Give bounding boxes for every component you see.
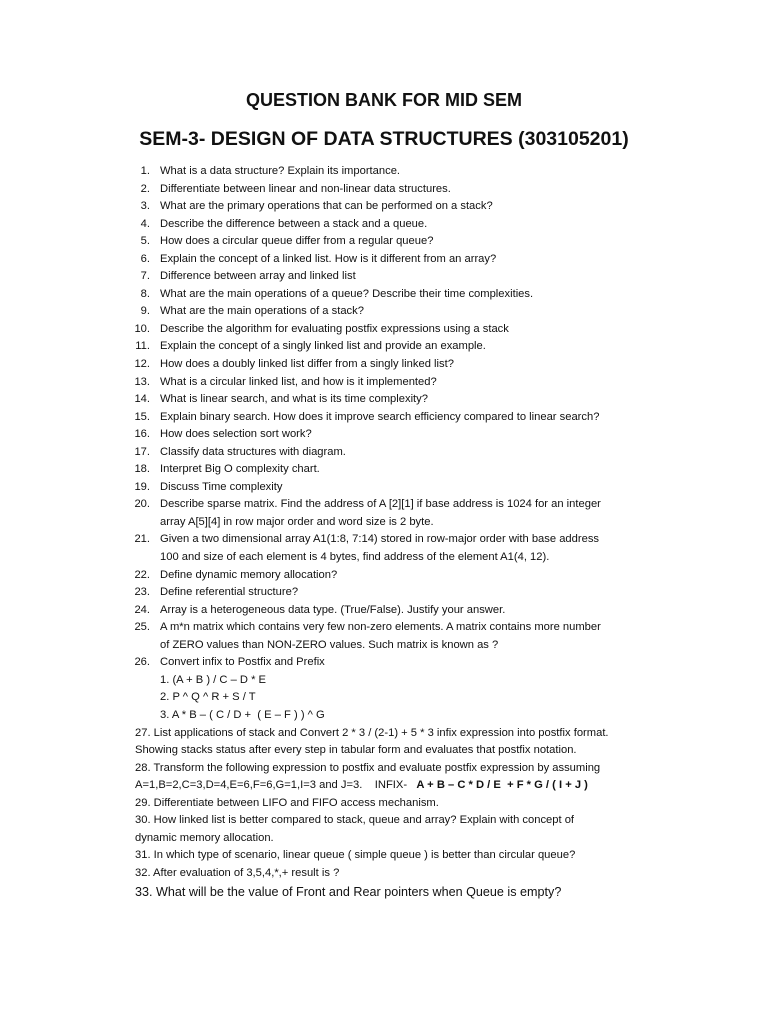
question-item <box>0 216 768 234</box>
question-text: Define dynamic memory allocation? <box>160 568 338 581</box>
q28-variables: A=1,B=2,C=3,D=4,E=6,F=6,G=1,I=3 and J=3. INFIX- <box>135 779 417 792</box>
question-number: 13. <box>134 375 150 388</box>
question-text-continued: 100 and size of each element is 4 bytes, find address of the element A1(4, 12). <box>160 551 550 564</box>
q33-body: . What will be the value of Front and Rear pointers when Queue is empty? <box>149 885 562 900</box>
q27-text-1: 27. List applications of stack and Convert 2 * 3 / (2-1) + 5 * 3 infix expression into postfix format. <box>135 726 609 739</box>
question-number: 8. <box>140 287 150 300</box>
question-text: Array is a heterogeneous data type. (True/False). Justify your answer. <box>160 603 506 616</box>
question-text: Differentiate between linear and non-linear data structures. <box>160 182 451 195</box>
question-text: Convert infix to Postfix and Prefix <box>160 656 325 669</box>
q33-number: 33 <box>135 885 150 900</box>
question-number: 25. <box>134 621 150 634</box>
question-number: 9. <box>140 305 150 318</box>
q30-text-2: dynamic memory allocation. <box>135 831 274 844</box>
question-number: 18. <box>134 463 150 476</box>
question-text: What is a data structure? Explain its importance. <box>160 165 401 177</box>
question-item <box>0 584 768 602</box>
question-text: What are the main operations of a queue? Describe their time complexities. <box>160 287 534 300</box>
question-text: Given a two dimensional array A1(1:8, 7:14) stored in row-major order with base address <box>160 533 600 546</box>
q28-infix-expression: A + B – C * D / E + F * G / ( I + J ) <box>416 779 588 792</box>
question-item <box>0 409 768 427</box>
question-item <box>0 321 768 339</box>
question-28-line-1 <box>0 760 768 778</box>
question-item <box>0 461 768 479</box>
question-33 <box>0 882 768 902</box>
question-number: 7. <box>140 270 150 283</box>
question-item <box>0 619 768 637</box>
question-item <box>0 374 768 392</box>
question-27-line-1 <box>0 725 768 743</box>
question-item <box>0 391 768 409</box>
question-number: 15. <box>134 410 150 423</box>
question-item <box>0 303 768 321</box>
q28-text-2 <box>135 777 588 795</box>
sub-expression <box>0 707 768 725</box>
question-text: Interpret Big O complexity chart. <box>160 463 320 476</box>
question-item <box>0 233 768 251</box>
question-number: 22. <box>134 568 150 581</box>
question-item <box>0 338 768 356</box>
question-number: 1. <box>140 165 150 177</box>
question-text: Explain binary search. How does it improve search efficiency compared to linear search? <box>160 410 600 423</box>
question-30-line-1 <box>0 812 768 830</box>
question-continuation <box>0 637 768 655</box>
question-item <box>0 198 768 216</box>
question-continuation <box>0 514 768 532</box>
question-text: Define referential structure? <box>160 586 299 599</box>
question-number: 20. <box>134 498 150 511</box>
q32-text: 32. After evaluation of 3,5,4,*,+ result is ? <box>135 866 340 879</box>
question-number: 21. <box>134 533 150 546</box>
question-text: Describe sparse matrix. Find the address of A [2][1] if base address is 1024 for an integer <box>160 498 601 511</box>
question-item <box>0 251 768 269</box>
sub-expression <box>0 689 768 707</box>
question-item <box>0 181 768 199</box>
question-item <box>0 479 768 497</box>
question-number: 12. <box>134 358 150 371</box>
question-item <box>0 496 768 514</box>
question-item <box>0 426 768 444</box>
question-number: 24. <box>134 603 150 616</box>
sub-expression-text: 3. A * B – ( C / D + ( E – F ) ) ^ G <box>160 708 325 721</box>
numbered-questions <box>0 163 768 725</box>
q29-text: 29. Differentiate between LIFO and FIFO access mechanism. <box>135 796 439 809</box>
question-item <box>0 602 768 620</box>
question-item <box>0 531 768 549</box>
question-text: How does a circular queue differ from a regular queue? <box>160 235 434 248</box>
question-number: 5. <box>140 235 150 248</box>
question-text: What is linear search, and what is its time complexity? <box>160 393 428 406</box>
question-text: A m*n matrix which contains very few non-zero elements. A matrix contains more number <box>160 621 601 634</box>
question-number: 3. <box>140 200 150 213</box>
question-32 <box>0 865 768 883</box>
question-item <box>0 654 768 672</box>
question-text: Describe the algorithm for evaluating postfix expressions using a stack <box>160 322 509 335</box>
question-text: Difference between array and linked list <box>160 270 356 283</box>
question-number: 23. <box>134 586 150 599</box>
question-item <box>0 286 768 304</box>
question-list <box>0 163 768 902</box>
question-text: What is a circular linked list, and how is it implemented? <box>160 375 437 388</box>
question-number: 6. <box>140 252 150 265</box>
question-number: 17. <box>134 445 150 458</box>
question-text: Discuss Time complexity <box>160 480 283 493</box>
question-28-line-2 <box>0 777 768 795</box>
question-text: Explain the concept of a linked list. How is it different from an array? <box>160 252 497 265</box>
course-subtitle: SEM-3- DESIGN OF DATA STRUCTURES (303105201) <box>139 128 629 150</box>
question-text: What are the primary operations that can be performed on a stack? <box>160 200 493 213</box>
question-item <box>0 444 768 462</box>
question-continuation <box>0 549 768 567</box>
sub-expression-text: 1. (A + B ) / C – D * E <box>160 673 267 686</box>
question-item <box>0 567 768 585</box>
question-text-continued: array A[5][4] in row major order and word size is 2 byte. <box>160 515 434 528</box>
question-number: 2. <box>140 182 150 195</box>
question-text: How does a doubly linked list differ from a singly linked list? <box>160 358 454 371</box>
question-item <box>0 268 768 286</box>
q31-text: 31. In which type of scenario, linear queue ( simple queue ) is better than circular queue? <box>135 849 576 862</box>
question-number: 10. <box>134 322 150 335</box>
question-number: 14. <box>134 393 150 406</box>
question-31 <box>0 847 768 865</box>
question-30-line-2 <box>0 830 768 848</box>
sub-expression-text: 2. P ^ Q ^ R + S / T <box>160 691 256 704</box>
question-number: 16. <box>134 428 150 441</box>
question-item <box>0 356 768 374</box>
q30-text-1: 30. How linked list is better compared to stack, queue and array? Explain with concept of <box>135 814 575 827</box>
question-number: 4. <box>140 217 150 230</box>
question-number: 26. <box>134 656 150 669</box>
question-text: Describe the difference between a stack and a queue. <box>160 217 428 230</box>
q33-text <box>135 882 561 902</box>
question-27-line-2 <box>0 742 768 760</box>
sub-expression <box>0 672 768 690</box>
question-number: 19. <box>134 480 150 493</box>
question-29 <box>0 795 768 813</box>
page-title: QUESTION BANK FOR MID SEM <box>245 90 522 110</box>
question-text: How does selection sort work? <box>160 428 312 441</box>
question-text: What are the main operations of a stack? <box>160 305 364 318</box>
question-number: 11. <box>135 340 150 353</box>
question-text: Classify data structures with diagram. <box>160 445 346 458</box>
question-text-continued: of ZERO values than NON-ZERO values. Such matrix is known as ? <box>160 638 499 651</box>
q27-text-2: Showing stacks status after every step in tabular form and evaluates that postfix notation. <box>135 744 577 757</box>
question-text: Explain the concept of a singly linked list and provide an example. <box>160 340 486 353</box>
question-item <box>0 163 768 181</box>
q28-text-1: 28. Transform the following expression to postfix and evaluate postfix expression by assuming <box>135 761 601 774</box>
